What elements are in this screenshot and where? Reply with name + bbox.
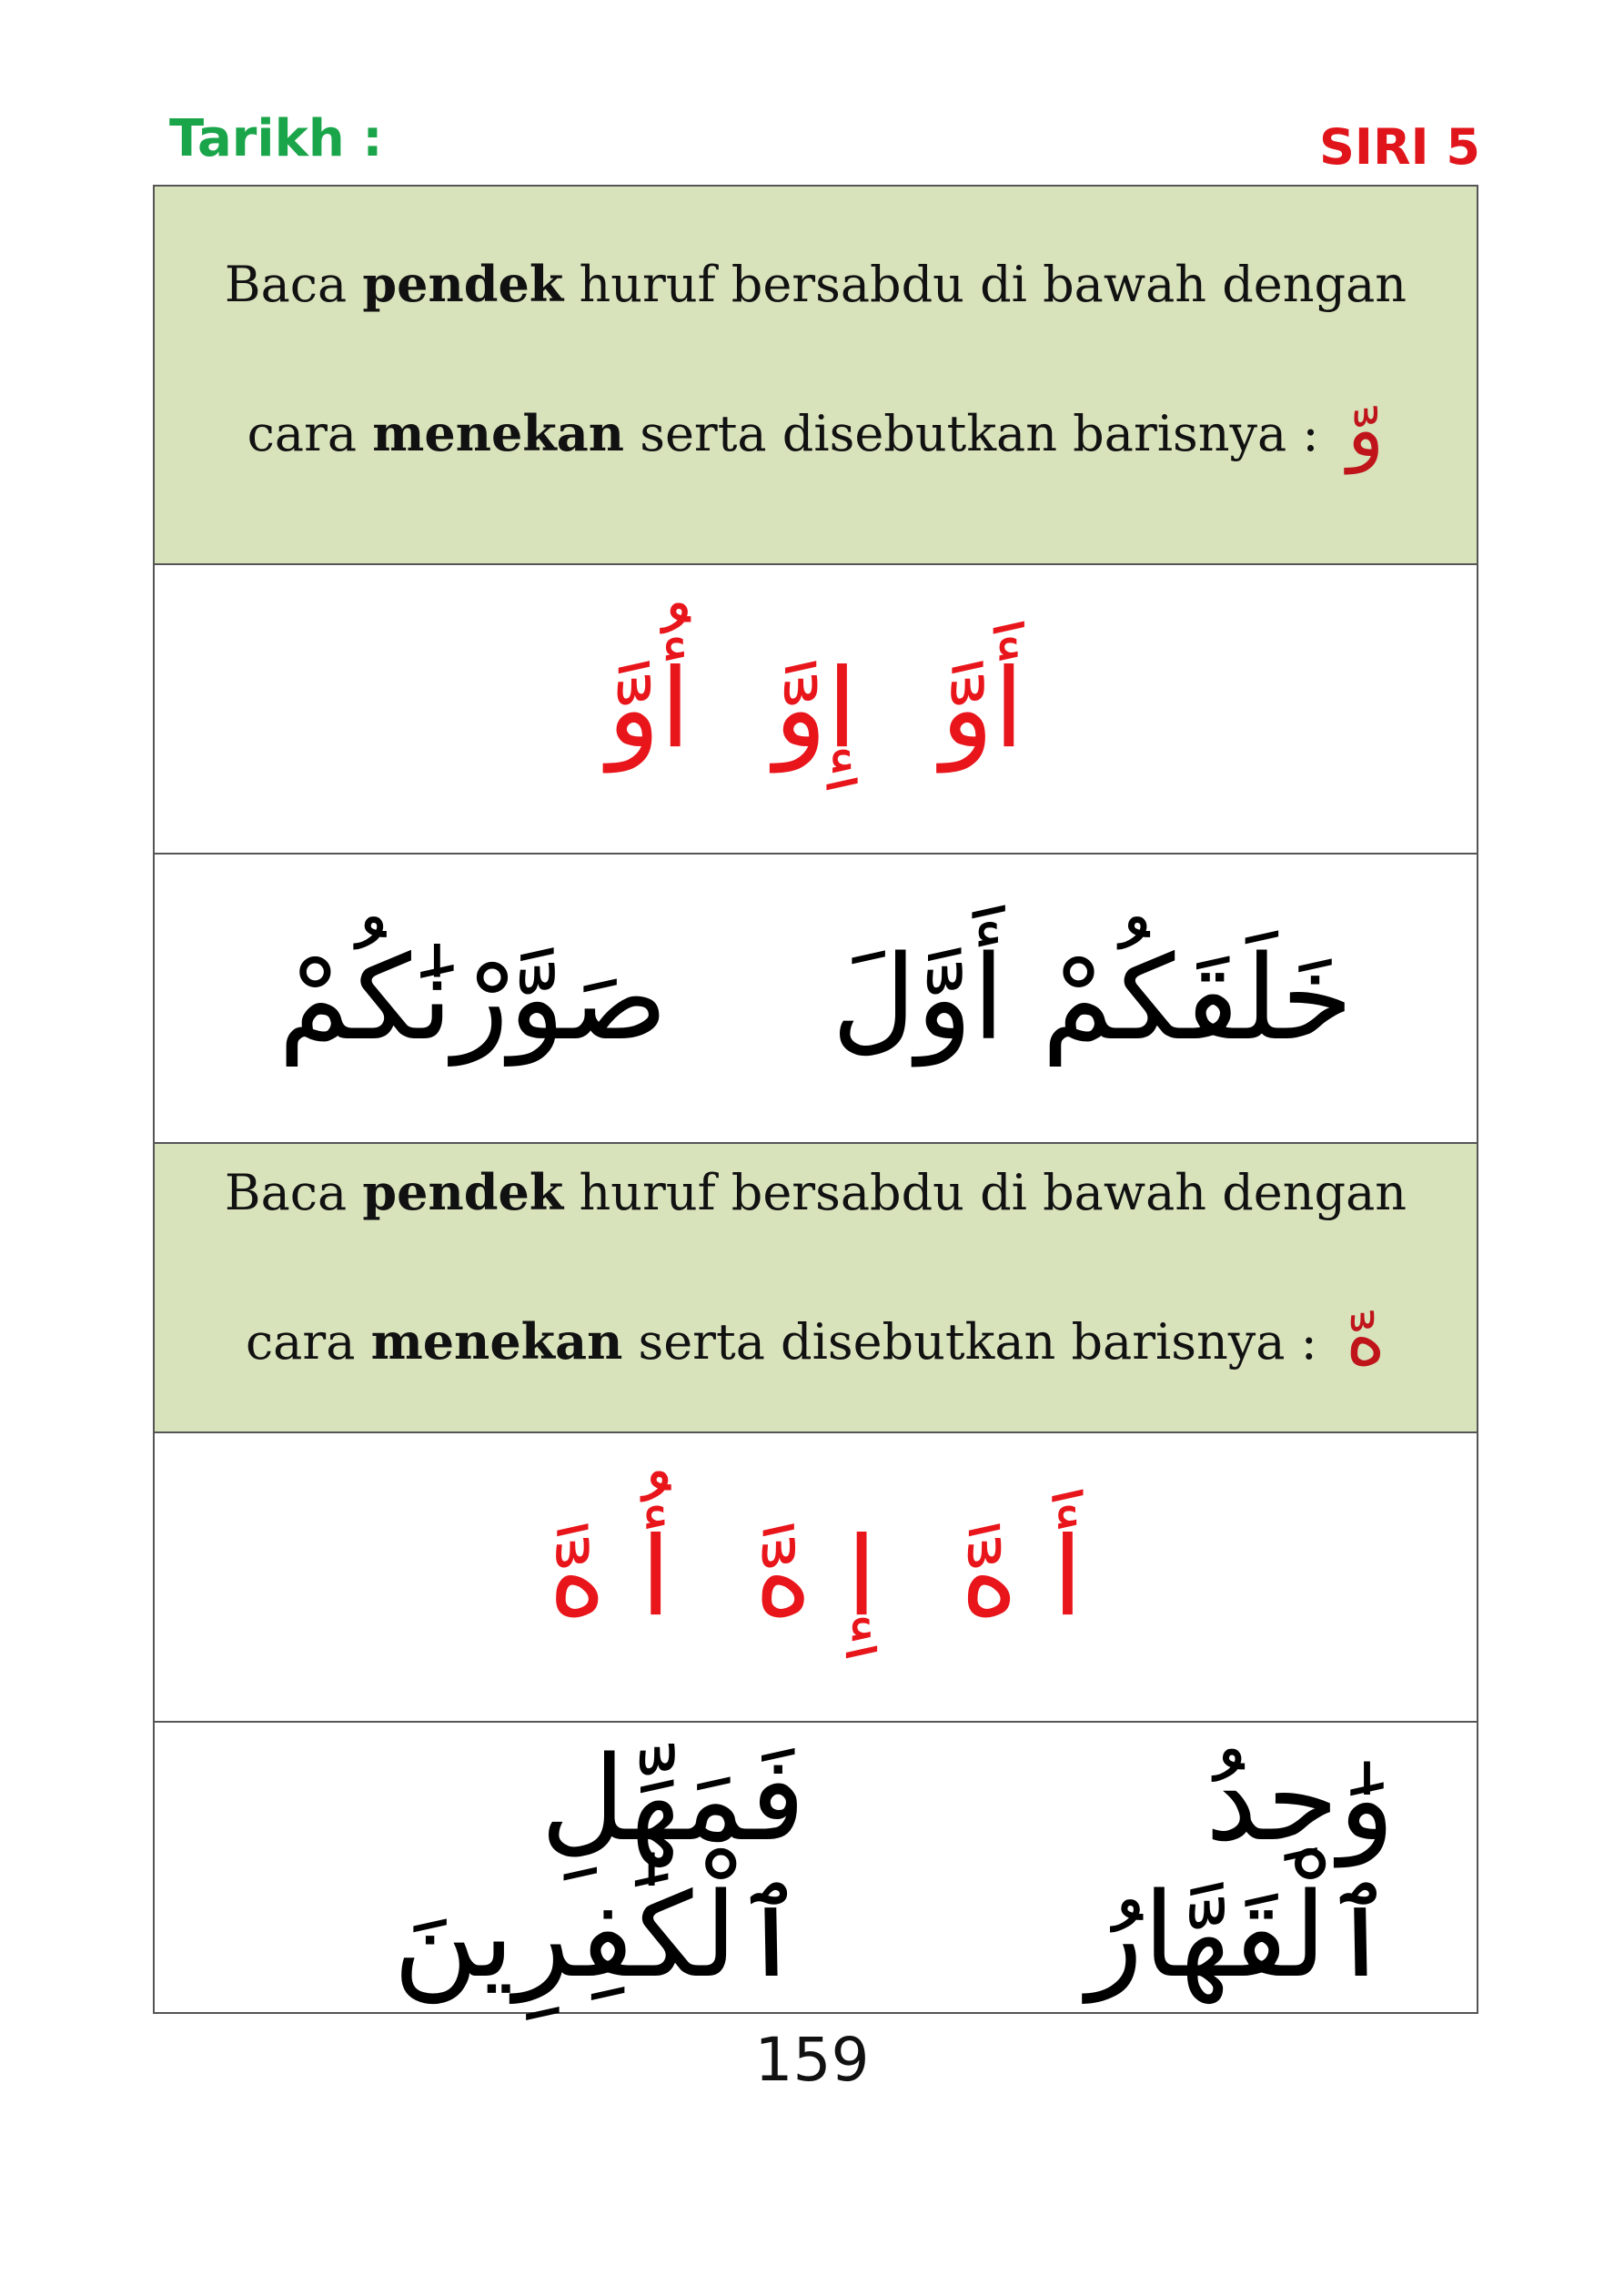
arabic-word: فَمَهِّلِ ٱلْكَٰفِرِينَ [393,1731,806,2004]
word-row-2 [155,1723,1477,2012]
arabic-word: وَٰحِدُ ٱلْقَهَّارُ [1086,1731,1395,2004]
instruction-bold-word: pendek [362,255,564,313]
instruction-text: huruf bersabdu di bawah dengan [563,256,1407,313]
page-header [153,100,1480,176]
arabic-word: صَوَّرْنَٰكُمْ [277,930,668,1067]
instruction-box-2 [155,1144,1477,1433]
arabic-letter: إِوَّ [773,645,858,773]
target-letter: هّ [1346,1293,1387,1382]
instruction-text: cara [247,405,373,462]
exercise-table [153,185,1478,2014]
word-row-1 [155,855,1477,1144]
instruction-text: Baca [224,1164,363,1221]
instruction-line-1 [155,1160,1477,1224]
instruction-bold-word: pendek [362,1163,564,1221]
target-letter: وّ [1347,385,1385,474]
letter-row-2 [155,1433,1477,1723]
arabic-letter: أَ هَّ [960,1513,1084,1641]
arabic-letter: أَوَّ [941,645,1024,773]
arabic-letter: أُوَّ [607,645,691,773]
instruction-box-1 [155,187,1477,565]
instruction-text: serta disebutkan barisnya : [624,405,1335,462]
arabic-letter: أُ هَّ [548,1513,671,1641]
arabic-letter: إِ هَّ [754,1513,877,1641]
page-number: 159 [754,2025,870,2095]
instruction-line-1 [155,252,1477,316]
instruction-text: Baca [224,256,363,313]
arabic-word: خَلَقَكُمْ أَوَّلَ [831,930,1354,1067]
instruction-line-2 [155,385,1477,474]
instruction-text: huruf bersabdu di bawah dengan [563,1164,1407,1221]
instruction-bold-word: menekan [370,1312,623,1371]
date-label: Tarikh : [169,109,383,168]
instruction-text: cara [245,1313,371,1371]
instruction-text: serta disebutkan barisnya : [622,1313,1334,1371]
letter-row-1 [155,565,1477,855]
instruction-bold-word: menekan [372,404,625,462]
instruction-line-2 [155,1293,1477,1382]
series-label: SIRI 5 [1318,118,1480,176]
